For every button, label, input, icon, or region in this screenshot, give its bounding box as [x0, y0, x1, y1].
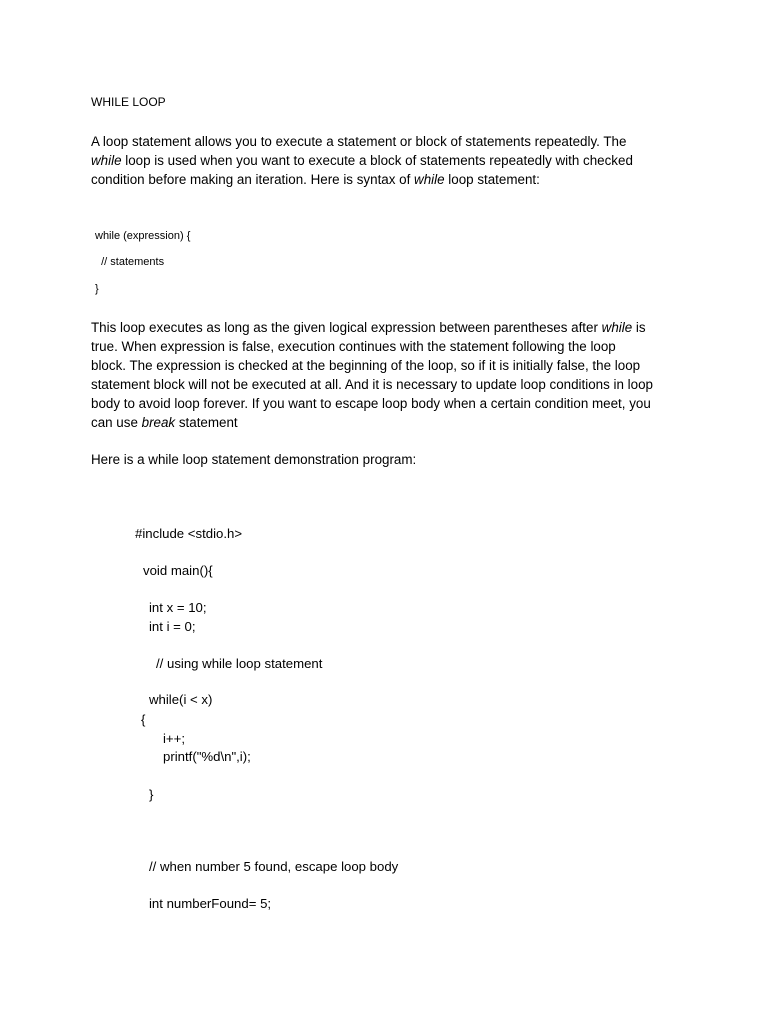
desc-line-2: true. When expression is false, execution continues with the statement following the loop — [91, 339, 616, 354]
desc-line-1-text: This loop executes as long as the given logical expression between parentheses after — [91, 320, 602, 335]
code-close-brace: } — [149, 787, 154, 802]
intro-line-3 — [91, 170, 691, 189]
desc-line-6-text: can use — [91, 415, 142, 430]
desc-line-6-end: statement — [175, 415, 238, 430]
intro-paragraph — [91, 132, 691, 189]
intro-keyword-while-2: while — [414, 172, 445, 187]
code-comment-while: // using while loop statement — [156, 656, 323, 671]
code-main: void main(){ — [143, 563, 213, 578]
desc-keyword-break: break — [141, 415, 176, 430]
intro-line-2-text: loop is used when you want to execute a block of statements repeatedly with checked — [121, 153, 633, 168]
code-open-brace: { — [141, 712, 146, 727]
page-title: WHILE LOOP — [91, 95, 166, 109]
intro-line-1: A loop statement allows you to execute a statement or block of statements repeatedly. The — [91, 134, 627, 149]
syntax-line-3: } — [95, 283, 99, 295]
code-printf: printf("%d\n",i); — [163, 749, 251, 764]
desc-line-1-end: is — [632, 320, 646, 335]
desc-line-1 — [91, 318, 691, 337]
code-number-found: int numberFound= 5; — [149, 896, 272, 911]
desc-line-5: body to avoid loop forever. If you want to escape loop body when a certain condition meet, you — [91, 396, 651, 411]
intro-line-3-text: condition before making an iteration. Here is syntax of — [91, 172, 415, 187]
syntax-line-1: while (expression) { — [95, 230, 191, 242]
code-increment: i++; — [163, 731, 185, 746]
code-while: while(i < x) — [149, 692, 213, 707]
code-comment-escape: // when number 5 found, escape loop body — [149, 859, 399, 874]
desc-line-3: block. The expression is checked at the beginning of the loop, so if it is initially false, the loop — [91, 358, 641, 373]
code-int-x: int x = 10; — [149, 600, 207, 615]
desc-line-6 — [91, 413, 691, 432]
code-int-i: int i = 0; — [149, 619, 196, 634]
intro-keyword-while: while — [91, 153, 122, 168]
syntax-line-2: // statements — [95, 256, 165, 268]
desc-keyword-while: while — [601, 320, 633, 335]
intro-line-3-end: loop statement: — [444, 172, 540, 187]
code-include: #include <stdio.h> — [135, 526, 243, 541]
description-paragraph — [91, 318, 691, 432]
demo-intro: Here is a while loop statement demonstration program: — [91, 452, 417, 467]
intro-line-2 — [91, 151, 691, 170]
desc-line-4: statement block will not be executed at all. And it is necessary to update loop conditions in loop — [91, 377, 654, 392]
